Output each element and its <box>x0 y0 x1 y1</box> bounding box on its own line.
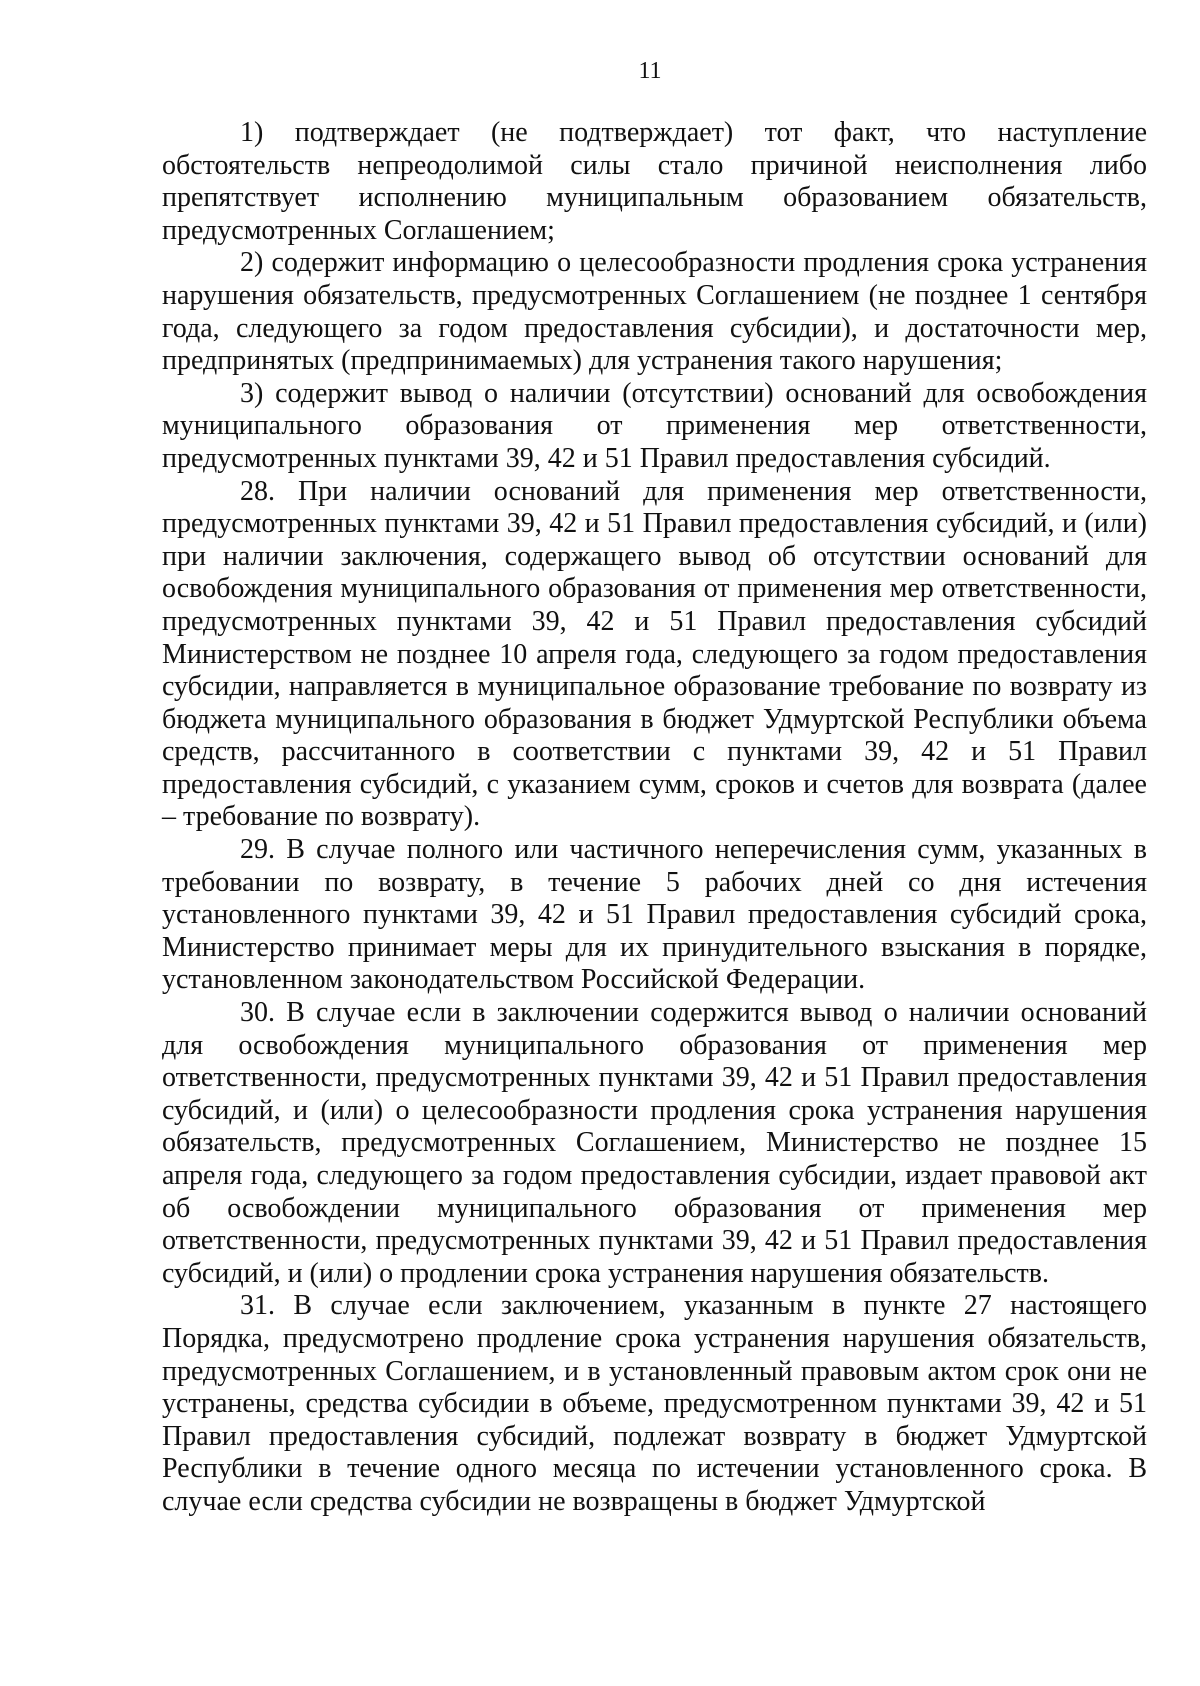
paragraph-28: 28. При наличии оснований для применения мер ответственности, предусмотренных пунктами 39, 42 и 51 Правил предоставления субсидий, и (или) при наличии заключения, содержащего вывод об отсутствии оснований для освобождения муниципального образования от применения мер ответственности, предусмотренных пунктами 39, 42 и 51 Правил предоставления субсидий Министерством не позднее 10 апреля года, следующего за годом предоставления субсидии, направляется в муниципальное образование требование по возврату из бюджета муниципального образования в бюджет Удмуртской Республики объема средств, рассчитанного в соответствии с пунктами 39, 42 и 51 Правил предоставления субсидий, с указанием сумм, сроков и счетов для возврата (далее – требование по возврату). <box>162 475 1147 833</box>
paragraph-item-3: 3) содержит вывод о наличии (отсутствии) оснований для освобождения муниципального образования от применения мер ответственности, предусмотренных пунктами 39, 42 и 51 Правил предоставления субсидий. <box>162 377 1147 474</box>
paragraph-30: 30. В случае если в заключении содержится вывод о наличии оснований для освобождения муниципального образования от применения мер ответственности, предусмотренных пунктами 39, 42 и 51 Правил предоставления субсидий, и (или) о целесообразности продления срока устранения нарушения обязательств, предусмотренных Соглашением, Министерство не позднее 15 апреля года, следующего за годом предоставления субсидии, издает правовой акт об освобождении муниципального образования от применения мер ответственности, предусмотренных пунктами 39, 42 и 51 Правил предоставления субсидий, и (или) о продлении срока устранения нарушения обязательств. <box>162 997 1147 1289</box>
paragraph-29: 29. В случае полного или частичного неперечисления сумм, указанных в требовании по возврату, в течение 5 рабочих дней со дня истечения установленного пунктами 39, 42 и 51 Правил предоставления субсидий срока, Министерство принимает меры для их принудительного взыскания в порядке, установленном законодательством Российской Федерации. <box>162 834 1147 996</box>
paragraph-item-1: 1) подтверждает (не подтверждает) тот факт, что наступление обстоятельств непреодолимой силы стало причиной неисполнения либо препятствует исполнению муниципальным образованием обязательств, предусмотренных Соглашением; <box>162 117 1147 246</box>
paragraph-item-2: 2) содержит информацию о целесообразности продления срока устранения нарушения обязательств, предусмотренных Соглашением (не позднее 1 сентября года, следующего за годом предоставления субсидии), и достаточности мер, предпринятых (предпринимаемых) для устранения такого нарушения; <box>162 247 1147 377</box>
paragraph-31: 31. В случае если заключением, указанным в пункте 27 настоящего Порядка, предусмотрено продление срока устранения нарушения обязательств, предусмотренных Соглашением, и в установленный правовым актом срок они не устранены, средства субсидии в объеме, предусмотренном пунктами 39, 42 и 51 Правил предоставления субсидий, подлежат возврату в бюджет Удмуртской Республики в течение одного месяца по истечении установленного срока. В случае если средства субсидии не возвращены в бюджет Удмуртской <box>162 1290 1147 1517</box>
page-number: 11 <box>638 58 662 84</box>
document-body <box>162 117 1147 1519</box>
